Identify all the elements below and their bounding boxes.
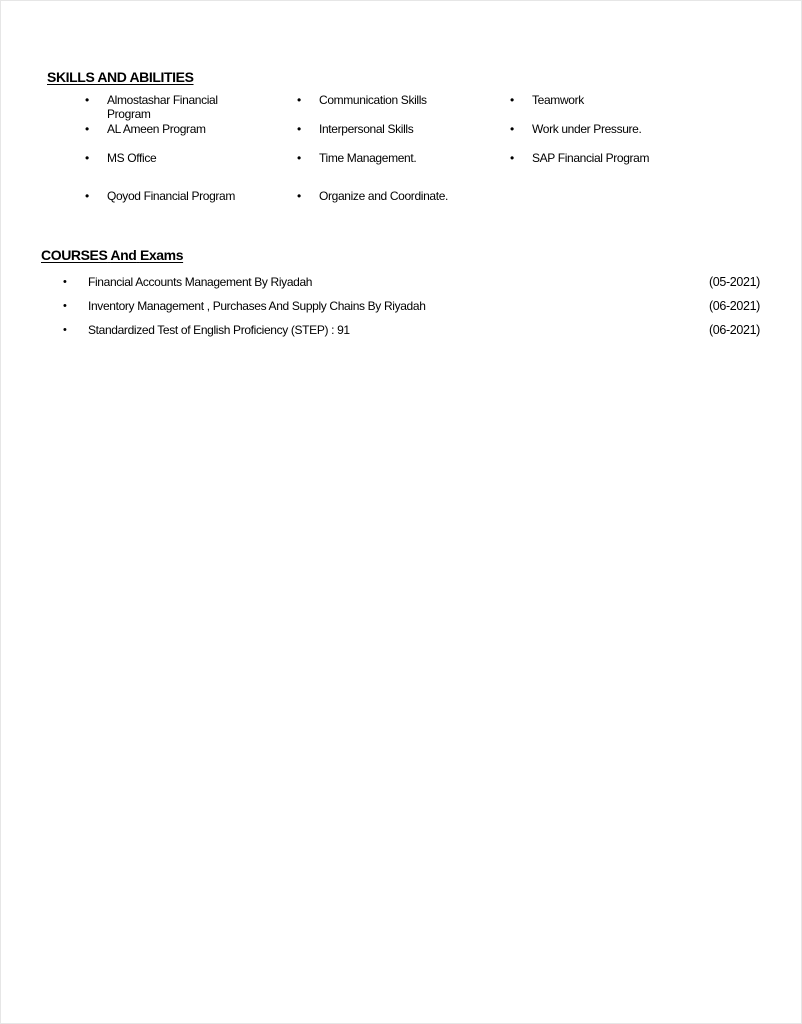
skill-item [297,93,427,107]
courses-heading-word: COURSES [41,247,108,263]
course-row [0,274,802,290]
skill-item [85,151,157,165]
bullet-icon: • [85,151,89,165]
skill-item [510,151,650,165]
bullet-icon: • [297,122,301,136]
skill-item [297,189,449,203]
skill-item [510,122,642,136]
bullet-icon: • [297,93,301,107]
skill-item [85,93,218,121]
courses-heading-word: Exams [139,247,184,263]
courses-heading-word: And [110,247,137,263]
skill-item [85,122,206,136]
bullet-icon: • [63,324,67,336]
skill-label: Teamwork [532,93,584,107]
bullet-icon: • [510,122,514,136]
bullet-icon: • [63,276,67,288]
course-date: (06-2021) [708,299,760,313]
course-date: (06-2021) [708,323,760,337]
skill-label: Communication Skills [319,93,427,107]
bullet-icon: • [297,189,301,203]
skill-label: SAP Financial Program [532,151,650,165]
bullet-icon: • [63,300,67,312]
skill-label: Almostashar Financial Program [107,93,218,121]
skill-item [510,93,584,107]
course-name: Standardized Test of English Proficiency (STEP) : 91 [88,323,350,337]
skill-item [297,122,414,136]
skill-label: MS Office [107,151,157,165]
bullet-icon: • [297,151,301,165]
skill-label: Interpersonal Skills [319,122,414,136]
bullet-icon: • [85,122,89,136]
courses-heading [41,247,183,263]
bullet-icon: • [510,93,514,107]
skill-label: Time Management. [319,151,417,165]
skill-label: Organize and Coordinate. [319,189,449,203]
skill-item [297,151,417,165]
skill-item [85,189,236,203]
bullet-icon: • [85,189,89,203]
bullet-icon: • [85,93,89,107]
skills-heading: SKILLS AND ABILITIES [47,69,194,85]
course-row [0,322,802,338]
bullet-icon: • [510,151,514,165]
course-name: Financial Accounts Management By Riyadah [88,275,313,289]
skill-label: AL Ameen Program [107,122,206,136]
course-name: Inventory Management , Purchases And Supply Chains By Riyadah [88,299,426,313]
skill-label: Qoyod Financial Program [107,189,236,203]
course-row [0,298,802,314]
course-date: (05-2021) [708,275,760,289]
skill-label: Work under Pressure. [532,122,642,136]
